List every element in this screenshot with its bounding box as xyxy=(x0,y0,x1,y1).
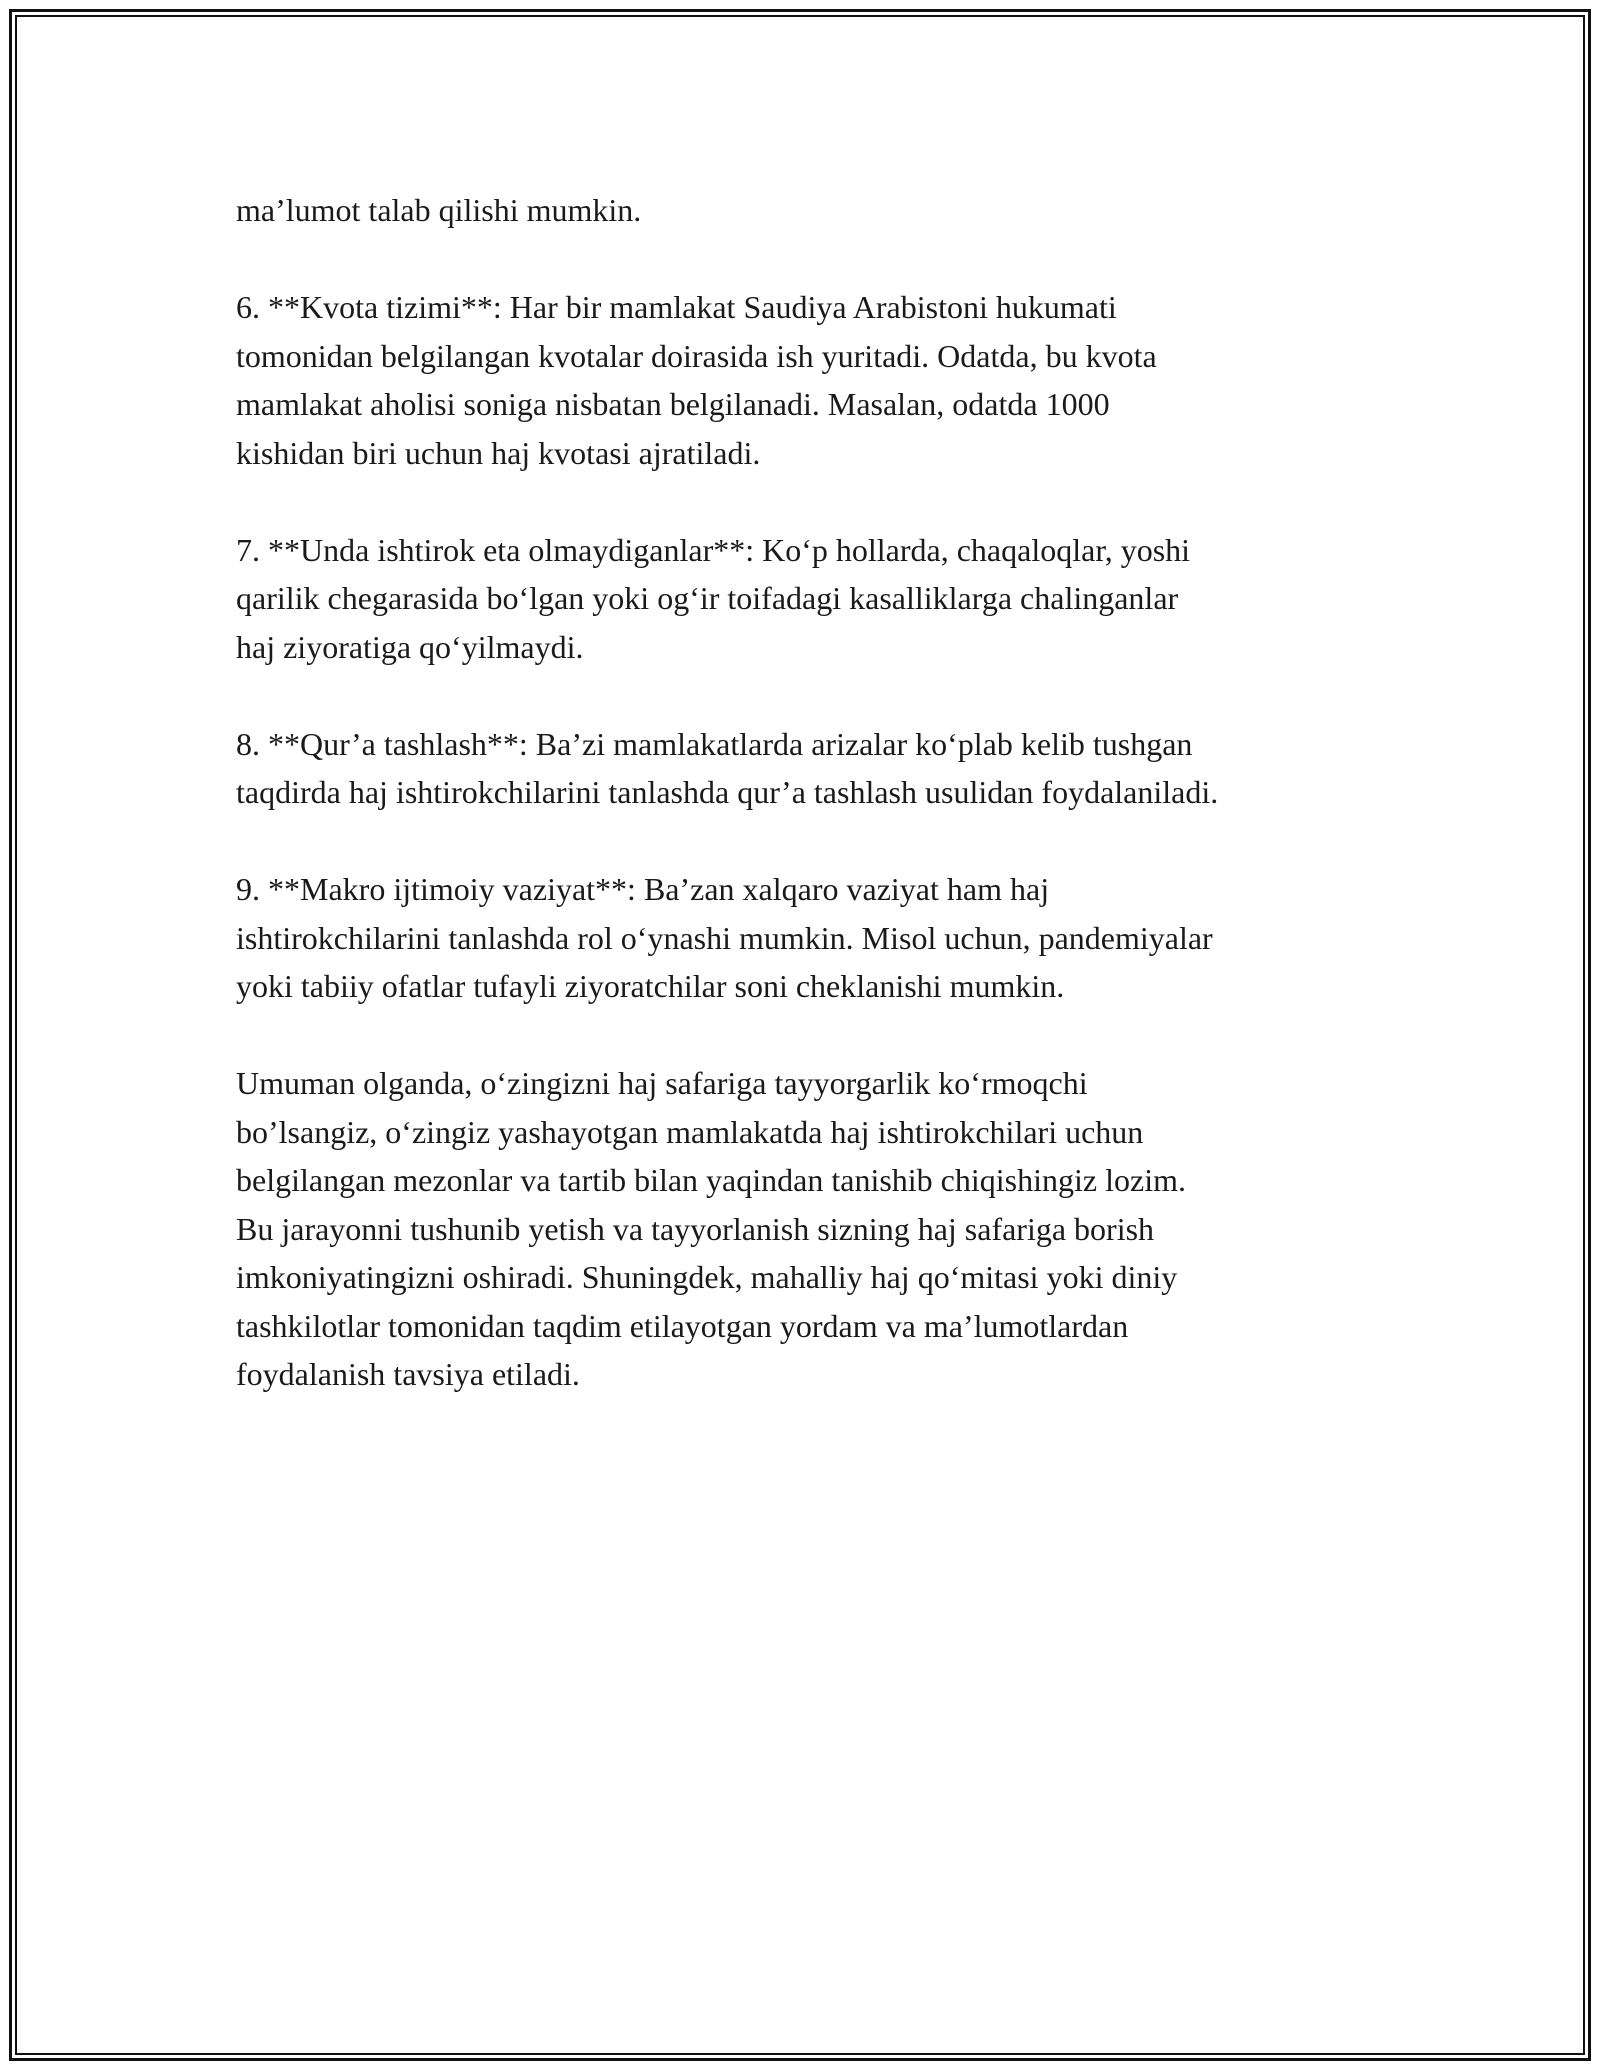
paragraph-makro-ijtimoiy-vaziyat xyxy=(236,865,1376,1011)
text-line: Umuman olganda, o‘zingizni haj safariga tayyorgarlik ko‘rmoqchi xyxy=(236,1065,1088,1101)
text-line: 7. **Unda ishtirok eta olmaydiganlar**: Ko‘p hollarda, chaqaloqlar, yoshi xyxy=(236,531,1191,568)
paragraph-continuation xyxy=(236,186,1376,235)
text-line: imkoniyatingizni oshiradi. Shuningdek, mahalliy haj qo‘mitasi yoki diniy xyxy=(236,1259,1178,1295)
text-line: 9. **Makro ijtimoiy vaziyat**: Ba’zan xalqaro vaziyat ham haj xyxy=(236,871,1050,907)
text-line: bo’lsangiz, o‘zingiz yashayotgan mamlakatda haj ishtirokchilari uchun xyxy=(236,1113,1144,1150)
text-line: yoki tabiiy ofatlar tufayli ziyoratchilar soni cheklanishi mumkin. xyxy=(236,968,1065,1004)
text-line: taqdirda haj ishtirokchilarini tanlashda qur’a tashlash usulidan foydalaniladi. xyxy=(236,774,1219,810)
text-line: ma’lumot talab qilishi mumkin. xyxy=(236,192,642,228)
text-line: foydalanish tavsiya etiladi. xyxy=(236,1356,580,1392)
document-body xyxy=(236,186,1376,1447)
paragraph-conclusion xyxy=(236,1059,1376,1399)
paragraph-kvota-tizimi xyxy=(236,283,1376,477)
paragraph-qura-tashlash xyxy=(236,720,1376,817)
text-line: 6. **Kvota tizimi**: Har bir mamlakat Saudiya Arabistoni hukumati xyxy=(236,289,1117,325)
text-line: Bu jarayonni tushunib yetish va tayyorlanish sizning haj safariga borish xyxy=(236,1210,1155,1247)
paragraph-ishtirok-eta-olmaydiganlar xyxy=(236,526,1376,672)
text-line: haj ziyoratiga qo‘yilmaydi. xyxy=(236,628,584,665)
text-line: tomonidan belgilangan kvotalar doirasida ish yuritadi. Odatda, bu kvota xyxy=(236,337,1157,374)
text-line: kishidan biri uchun haj kvotasi ajratiladi. xyxy=(236,434,761,471)
text-line: 8. **Qur’a tashlash**: Ba’zi mamlakatlarda arizalar ko‘plab kelib tushgan xyxy=(236,725,1193,762)
text-line: tashkilotlar tomonidan taqdim etilayotgan yordam va ma’lumotlardan xyxy=(236,1307,1129,1344)
text-line: belgilangan mezonlar va tartib bilan yaqindan tanishib chiqishingiz lozim. xyxy=(236,1162,1186,1198)
text-line: qarilik chegarasida bo‘lgan yoki og‘ir toifadagi kasalliklarga chalinganlar xyxy=(236,580,1179,616)
text-line: mamlakat aholisi soniga nisbatan belgilanadi. Masalan, odatda 1000 xyxy=(236,386,1110,422)
text-line: ishtirokchilarini tanlashda rol o‘ynashi mumkin. Misol uchun, pandemiyalar xyxy=(236,919,1213,956)
